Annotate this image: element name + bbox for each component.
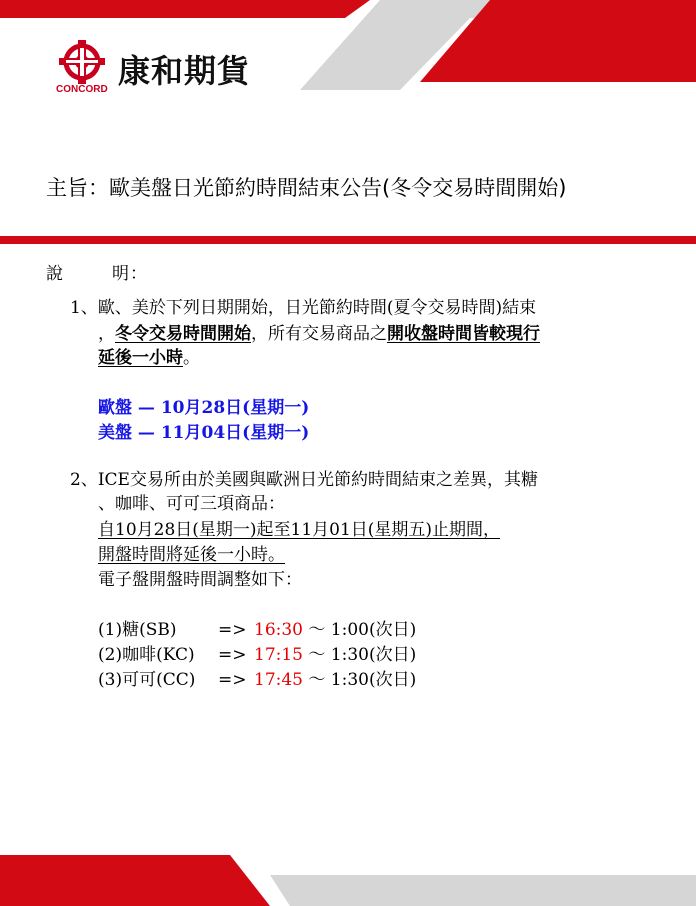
section-heading xyxy=(46,262,148,287)
schedule-row xyxy=(98,643,416,668)
item-1-end: 。 xyxy=(183,348,200,368)
item-1-comma: ， xyxy=(98,324,115,344)
item-2-line-3: 自10月28日(星期一)起至11月01日(星期五)止期間， xyxy=(98,520,501,540)
europe-market-date xyxy=(98,396,309,421)
item-1-line-1: 1、歐、美於下列日期開始，日光節約時間(夏令交易時間)結束 xyxy=(70,298,537,318)
heading-part-2: 明： xyxy=(112,264,148,284)
logo-name: 康和期貨 xyxy=(118,52,251,90)
arrow: => xyxy=(218,645,247,665)
schedule-row xyxy=(98,668,416,693)
product-code: (1)糖(SB) xyxy=(98,620,177,640)
us-market-text: 美盤 — 11月04日(星期一) xyxy=(98,423,310,443)
close-time: ～ 1:30(次日) xyxy=(308,670,417,690)
open-time: 17:45 xyxy=(254,670,303,690)
close-time: ～ 1:30(次日) xyxy=(308,645,417,665)
delay-one-hour-text: 延後一小時 xyxy=(98,348,183,368)
red-divider xyxy=(0,236,696,244)
close-time: ～ 1:00(次日) xyxy=(308,620,417,640)
product-code: (2)咖啡(KC) xyxy=(98,645,195,665)
open-time: 17:15 xyxy=(254,645,303,665)
company-logo xyxy=(56,40,296,96)
item-2-line-4: 開盤時間將延後一小時。 xyxy=(98,545,285,565)
concord-emblem-icon xyxy=(56,40,116,86)
product-code: (3)可可(CC) xyxy=(98,670,196,690)
arrow: => xyxy=(218,620,247,640)
us-market-date xyxy=(98,421,309,446)
item-1-line-2 xyxy=(98,322,540,347)
item-2-line-1: 2、ICE交易所由於美國與歐洲日光節約時間結束之差異，其糖 xyxy=(70,470,538,490)
schedule-row xyxy=(98,618,416,643)
winter-start-text: 冬令交易時間開始 xyxy=(115,324,251,344)
item-2-line-2: 、咖啡、可可三項商品： xyxy=(98,494,285,514)
logo-subtitle: CONCORD xyxy=(56,84,108,95)
europe-market-text: 歐盤 — 10月28日(星期一) xyxy=(98,398,310,418)
open-close-text: 開收盤時間皆較現行 xyxy=(387,324,540,344)
arrow: => xyxy=(218,670,247,690)
item-1-middle: ，所有交易商品之 xyxy=(251,324,387,344)
footer-decoration xyxy=(0,855,696,906)
heading-part-1: 說 xyxy=(46,264,64,284)
page-title: 主旨：歐美盤日光節約時間結束公告(冬令交易時間開始) xyxy=(46,176,567,200)
open-time: 16:30 xyxy=(254,620,303,640)
item-1-line-3 xyxy=(98,346,200,371)
item-2-line-5: 電子盤開盤時間調整如下： xyxy=(98,570,302,590)
